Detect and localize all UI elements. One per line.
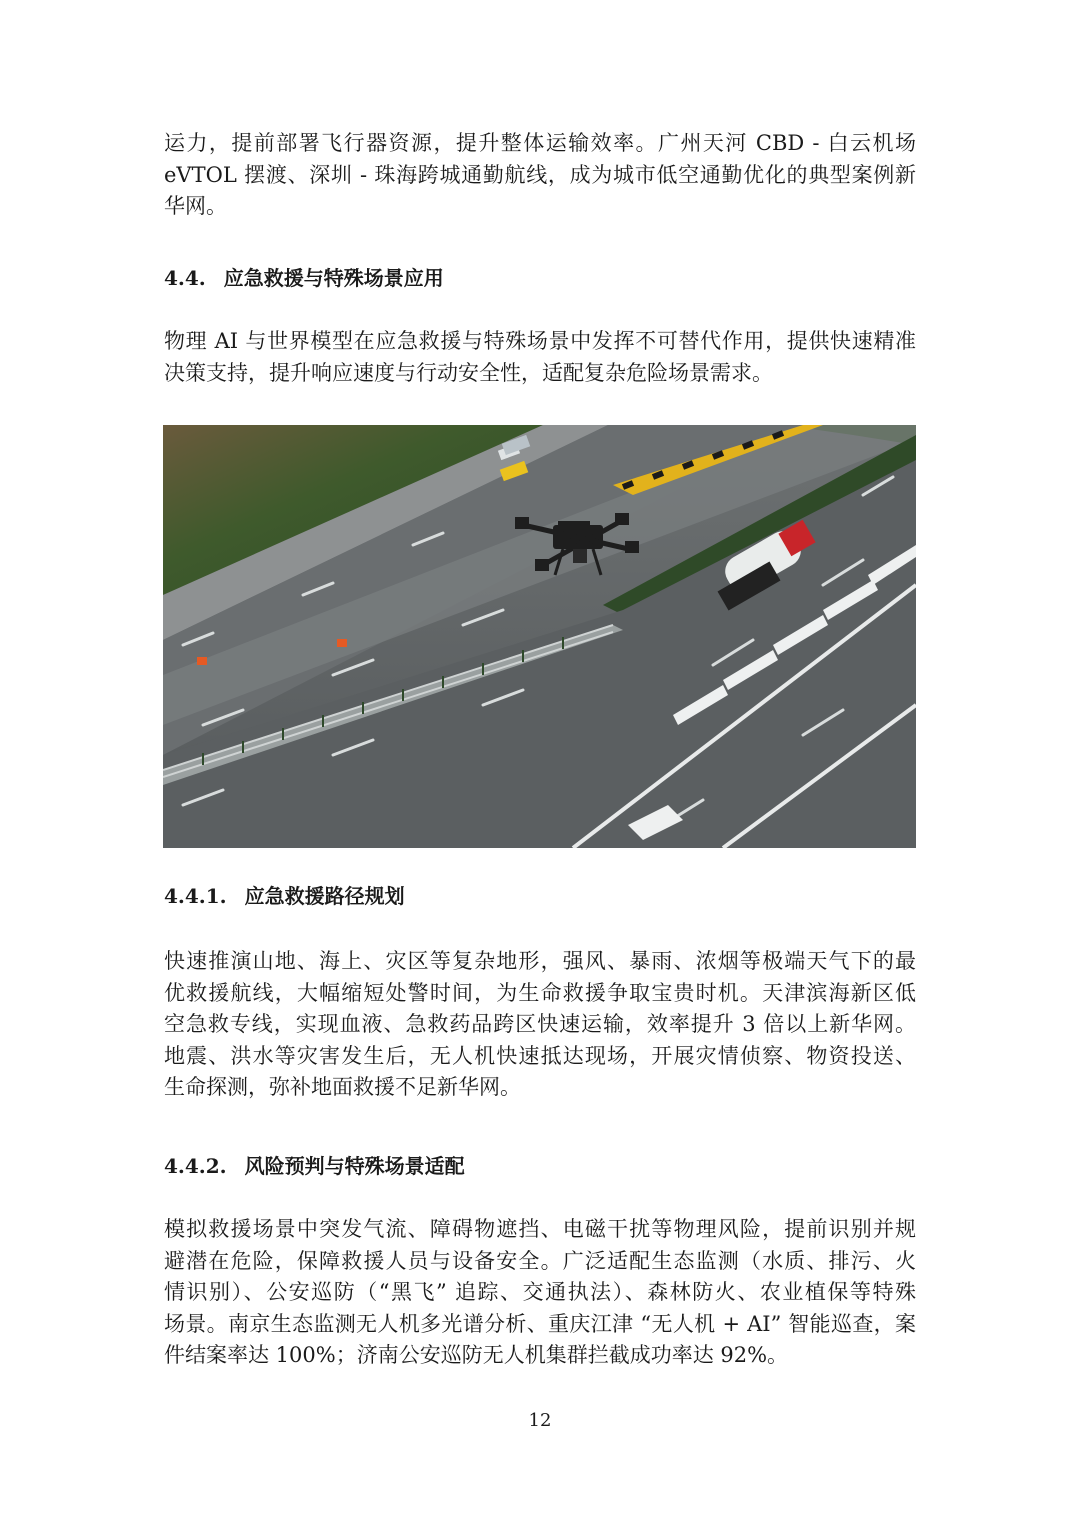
paragraph-route-planning	[164, 946, 916, 1104]
text-line: 生命探测，弥补地面救援不足新华网。	[164, 1075, 521, 1099]
text-line: 避潜在危险，保障救援人员与设备安全。广泛适配生态监测（水质、排污、火	[164, 1248, 916, 1273]
text-line: 模拟救援场景中突发气流、障碍物遮挡、电磁干扰等物理风险，提前识别并规	[164, 1217, 916, 1241]
paragraph-emergency-intro	[164, 326, 916, 389]
highway-drone-photo	[163, 425, 916, 848]
section-heading-4-4-1	[164, 880, 405, 909]
text-line: 物理 AI 与世界模型在应急救援与特殊场景中发挥不可替代作用，提供快速精准	[164, 329, 916, 353]
section-title: 应急救援路径规划	[244, 884, 405, 908]
text-line: eVTOL 摆渡、深圳 - 珠海跨城通勤航线，成为城市低空通勤优化的典型案例新	[164, 162, 916, 187]
text-line: 快速推演山地、海上、灾区等复杂地形，强风、暴雨、浓烟等极端天气下的最	[164, 949, 916, 973]
text-line: 件结案率达 100%；济南公安巡防无人机集群拦截成功率达 92%。	[164, 1343, 789, 1367]
text-line: 运力，提前部署飞行器资源，提升整体运输效率。广州天河 CBD - 白云机场	[164, 131, 916, 155]
text-line: 情识别）、公安巡防（“黑飞” 追踪、交通执法）、森林防火、农业植保等特殊	[164, 1280, 916, 1304]
text-line: 空急救专线，实现血液、急救药品跨区快速运输，效率提升 3 倍以上新华网。	[164, 1012, 916, 1036]
text-line: 地震、洪水等灾害发生后，无人机快速抵达现场，开展灾情侦察、物资投送、	[164, 1043, 916, 1068]
text-line: 场景。南京生态监测无人机多光谱分析、重庆江津 “无人机 + AI” 智能巡查，案	[164, 1311, 916, 1336]
paragraph-risk-prediction	[164, 1214, 916, 1372]
paragraph-commute	[164, 128, 916, 223]
section-number: 4.4.	[164, 266, 206, 290]
section-number: 4.4.1.	[164, 884, 227, 908]
section-number: 4.4.2.	[164, 1154, 227, 1178]
text-line: 优救援航线，大幅缩短处警时间，为生命救援争取宝贵时机。天津滨海新区低	[164, 980, 916, 1005]
section-heading-4-4-2	[164, 1150, 465, 1179]
text-line: 华网。	[164, 194, 227, 218]
page-number: 12	[528, 1410, 552, 1431]
section-title: 风险预判与特殊场景适配	[244, 1154, 465, 1178]
section-heading-4-4	[164, 262, 444, 291]
section-title: 应急救援与特殊场景应用	[223, 266, 444, 290]
text-line: 决策支持，提升响应速度与行动安全性，适配复杂危险场景需求。	[164, 360, 773, 385]
